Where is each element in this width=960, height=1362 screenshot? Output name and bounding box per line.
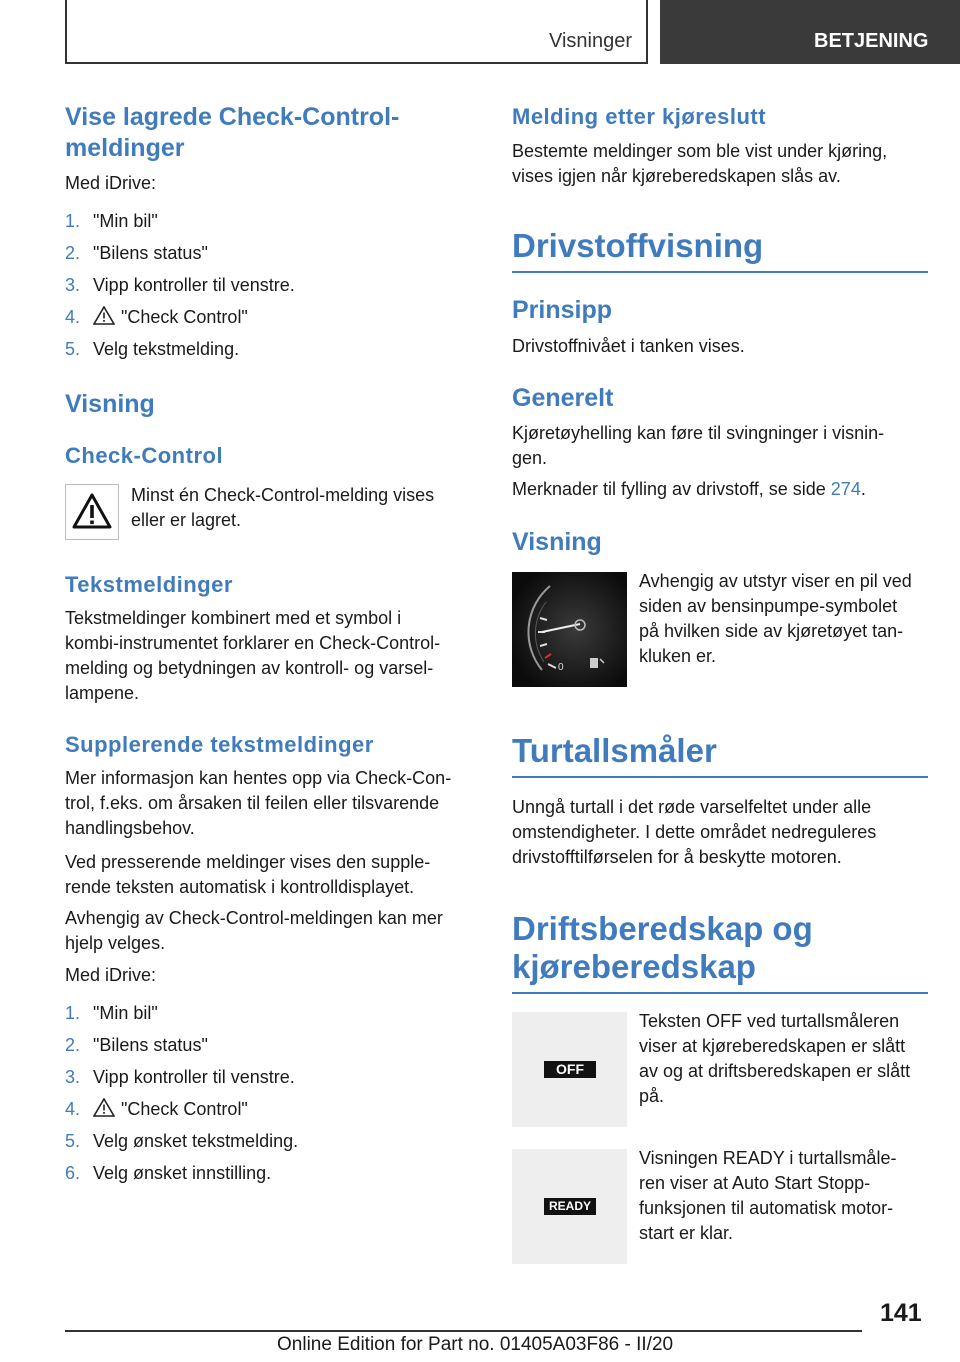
heading-tekstmeldinger: Tekstmeldinger — [65, 572, 233, 597]
list-item: 6. Velg ønsket innstilling. — [65, 1163, 272, 1183]
heading-supplerende: Supplerende tekstmeldinger — [65, 732, 374, 757]
list-item: 4. "Check Control" — [65, 307, 248, 327]
list-item: 2. "Bilens status" — [65, 243, 208, 263]
generelt-paragraph: Kjøretøyhelling kan føre til svingninger i visnin- gen. — [512, 423, 885, 468]
header-section-title: Visninger — [548, 30, 632, 52]
supplerende-paragraph-2: Ved presserende meldinger vises den supple- rende teksten automatisk i kontrolldisplayet. — [65, 852, 431, 897]
off-display-figure — [512, 1012, 627, 1127]
heading-prinsipp: Prinsipp — [512, 296, 613, 324]
visning-paragraph: Avhengig av utstyr viser en pil ved siden av bensinpumpe-symbolet på hvilken side av kjøretøyet tan- kluken er. — [639, 571, 912, 666]
ready-badge: READY — [544, 1198, 596, 1215]
intro-text: Med iDrive: — [65, 173, 157, 193]
chapter-title-driftsberedskap: Driftsberedskap og kjøreberedskap — [512, 910, 928, 994]
list-item: 1. "Min bil" — [65, 211, 158, 231]
heading-check-control: Check-Control — [65, 443, 224, 468]
header-chapter-tab: BETJENING — [660, 0, 960, 64]
check-control-text: Minst én Check-Control-melding vises eller er lagret. — [131, 485, 435, 530]
generelt-paragraph-2: Merknader til fylling av drivstoff, se side 274. — [512, 479, 866, 499]
list-item: 3. Vipp kontroller til venstre. — [65, 275, 295, 295]
list-item: 5. Velg ønsket tekstmelding. — [65, 1131, 299, 1151]
header-left-box — [65, 0, 648, 64]
supplerende-paragraph-3: Avhengig av Check-Control-meldingen kan mer hjelp velges. — [65, 908, 443, 953]
footer-edition: Online Edition for Part no. 01405A03F86 - II/20 — [277, 1334, 674, 1355]
turtall-paragraph: Unngå turtall i det røde varselfeltet under alle omstendigheter. I dette området nedreguleres drivstofftilførselen for å beskytte motoren. — [512, 797, 877, 867]
footer-divider — [65, 1330, 862, 1332]
chapter-title-drivstoffvisning: Drivstoffvisning — [512, 227, 928, 273]
heading-visning-left: Visning — [65, 390, 155, 418]
fuel-gauge-dial — [512, 572, 627, 687]
list-item: 1. "Min bil" — [65, 1003, 158, 1023]
off-badge: OFF — [544, 1061, 596, 1078]
page-number: 141 — [880, 1299, 922, 1327]
heading-generelt: Generelt — [512, 384, 614, 412]
warning-triangle-icon — [93, 1098, 115, 1117]
fuel-gauge-figure — [512, 572, 627, 687]
chapter-title-turtallsmaler: Turtallsmåler — [512, 732, 928, 778]
off-paragraph: Teksten OFF ved turtallsmåleren viser at kjøreberedskapen er slått av og at driftsberedskapen er slått på. — [639, 1011, 911, 1106]
melding-paragraph: Bestemte meldinger som ble vist under kjøring, vises igjen når kjøreberedskapen slås av. — [512, 141, 888, 186]
gauge-zero-label: 0 — [558, 662, 564, 673]
list-item: 4. "Check Control" — [65, 1099, 248, 1119]
list-item: 2. "Bilens status" — [65, 1035, 208, 1055]
page-link-274[interactable]: 274 — [830, 479, 861, 499]
steps-list-1 — [65, 209, 485, 369]
intro-text-2: Med iDrive: — [65, 965, 157, 985]
ready-display-figure — [512, 1149, 627, 1264]
tekstmeldinger-paragraph: Tekstmeldinger kombinert med et symbol i kombi-instrumentet forklarer en Check-Control- melding og betydningen av kontroll- og varsel- lampene. — [65, 608, 441, 703]
prinsipp-text: Drivstoffnivået i tanken vises. — [512, 336, 745, 356]
heading-melding-etter: Melding etter kjøreslutt — [512, 104, 767, 129]
heading-visning-right: Visning — [512, 528, 602, 556]
steps-list-2 — [65, 1001, 485, 1193]
warning-triangle-icon — [93, 306, 115, 325]
supplerende-paragraph-1: Mer informasjon kan hentes opp via Check-Con- trol, f.eks. om årsaken til feilen eller tilsvarende handlingsbehov. — [65, 768, 452, 838]
check-control-symbol — [65, 484, 119, 540]
list-item: 5. Velg tekstmelding. — [65, 339, 240, 359]
ready-paragraph: Visningen READY i turtallsmåle- ren viser at Auto Start Stopp- funksjonen til automatisk motor- start er klar. — [639, 1148, 897, 1243]
list-item: 3. Vipp kontroller til venstre. — [65, 1067, 295, 1087]
warning-triangle-icon — [66, 485, 118, 539]
section-title-vise-lagrede: Vise lagrede Check-Control- meldinger — [65, 103, 400, 162]
